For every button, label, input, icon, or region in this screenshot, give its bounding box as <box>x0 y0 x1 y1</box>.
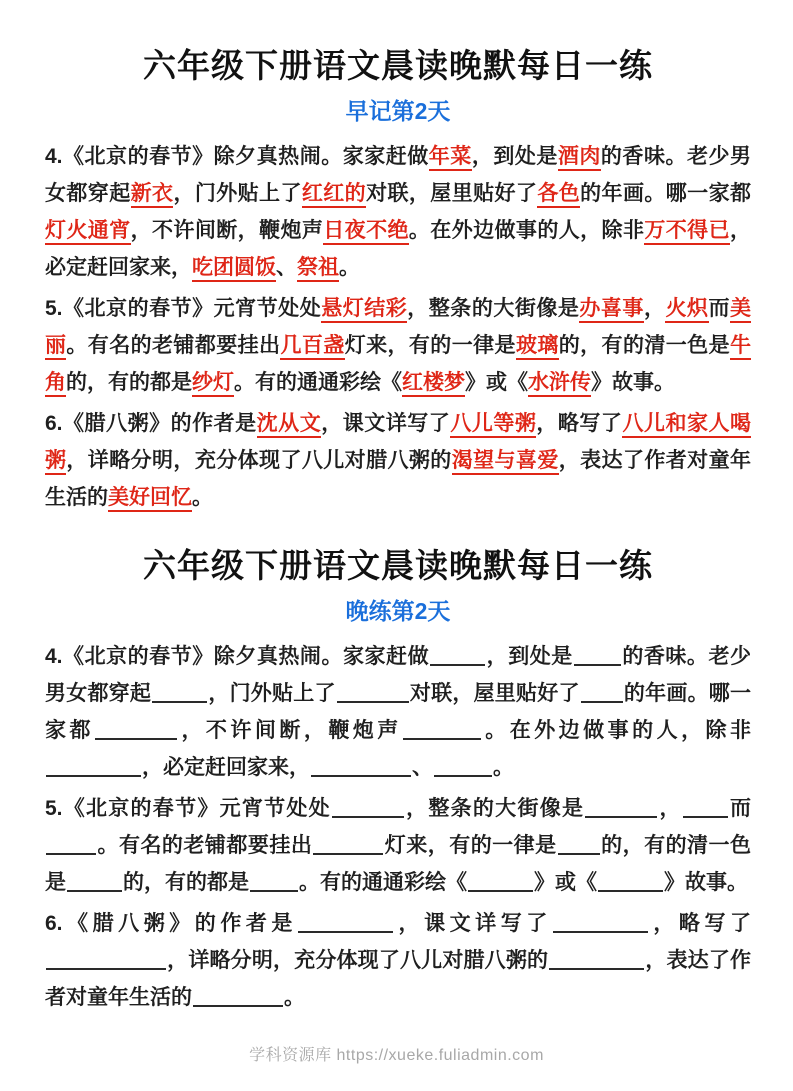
morning-section <box>45 40 751 516</box>
paragraph <box>45 405 751 516</box>
answer-text: 几百盏 <box>280 334 344 360</box>
answer-text: 水浒传 <box>528 371 591 397</box>
blank-line <box>581 683 623 703</box>
section-subtitle-morning: 早记第2天 <box>345 98 451 124</box>
text-run: ，不许间断，鞭炮声 <box>177 719 402 742</box>
text-run: 的年画。哪一家都 <box>45 682 752 742</box>
answer-text: 玻璃 <box>516 334 559 360</box>
answer-text: 八儿和家人喝粥 <box>45 412 751 475</box>
text-run: ，略写了 <box>648 912 751 935</box>
page-title-evening: 六年级下册语文晨读晚默每日一练 <box>143 547 653 584</box>
answer-text: 新衣 <box>131 182 174 208</box>
blank-line <box>574 646 621 666</box>
footer-watermark: 学科资源库 https://xueke.fuliadmin.com <box>249 1047 544 1064</box>
paragraph <box>45 290 751 401</box>
answer-text: 祭祖 <box>297 256 339 282</box>
answer-text: 美好回忆 <box>108 486 192 512</box>
answer-text: 酒肉 <box>558 145 601 171</box>
blank-line <box>67 872 122 892</box>
answer-text: 牛角 <box>45 334 751 397</box>
text-run: 的，有的都是 <box>66 371 192 394</box>
text-run: ， <box>643 297 666 320</box>
text-run: 》或《 <box>534 871 597 894</box>
text-run: 。在外边做事的人，除非 <box>481 719 752 742</box>
answer-text: 红红的 <box>302 182 366 208</box>
text-run: ，课文详写了 <box>393 912 552 935</box>
text-run: 的香味。老少男女都穿起 <box>45 145 752 205</box>
blank-line <box>46 757 141 777</box>
blank-line <box>403 720 481 740</box>
text-run: ，到处是 <box>486 645 573 668</box>
answer-text: 日夜不绝 <box>323 219 409 245</box>
text-run: ，必定赶回家来， <box>45 219 751 279</box>
blank-line <box>313 835 383 855</box>
text-run: ， <box>658 797 682 820</box>
text-run: 的香味。老少男女都穿起 <box>45 645 752 705</box>
text-run: ，详略分明，充分体现了八儿对腊八粥的 <box>167 949 549 972</box>
answer-text: 万不得已 <box>644 219 730 245</box>
text-run: 的，有的都是 <box>123 871 249 894</box>
answer-text: 各色 <box>537 182 580 208</box>
paragraph <box>45 638 751 786</box>
text-run: 的年画。哪一家都 <box>580 182 751 205</box>
text-run: 》故事。 <box>591 371 675 394</box>
text-run: 、 <box>276 256 297 279</box>
answer-text: 美丽 <box>45 297 751 360</box>
text-run: 》故事。 <box>664 871 748 894</box>
paragraph <box>45 790 751 901</box>
answer-text: 沈从文 <box>257 412 322 438</box>
blank-line <box>193 987 283 1007</box>
text-run: 。有的通通彩绘《 <box>299 871 467 894</box>
blank-line <box>250 872 298 892</box>
answer-text: 渴望与喜爱 <box>452 449 559 475</box>
text-run: 而 <box>708 297 731 320</box>
text-run: 。有的通通彩绘《 <box>234 371 402 394</box>
text-run: 4.《北京的春节》除夕真热闹。家家赶做 <box>45 645 430 668</box>
text-run: 。 <box>339 256 360 279</box>
text-run: 对联，屋里贴好了 <box>366 182 538 205</box>
section-subtitle-evening: 晚练第2天 <box>345 598 451 624</box>
text-run: ，表达了作者对童年生活的 <box>45 449 751 509</box>
text-run: 。有名的老铺都要挂出 <box>66 334 281 357</box>
evening-section <box>45 540 751 1016</box>
blank-line <box>430 646 485 666</box>
text-run: 。有名的老铺都要挂出 <box>97 834 313 857</box>
blank-line <box>337 683 409 703</box>
text-run: 5.《北京的春节》元宵节处处 <box>45 797 331 820</box>
text-run: 。在外边做事的人，除非 <box>408 219 645 242</box>
blank-line <box>549 950 644 970</box>
blank-line <box>598 872 663 892</box>
text-run: 5.《北京的春节》元宵节处处 <box>45 297 322 320</box>
paragraph <box>45 905 751 1016</box>
text-run: 的，有的清一色是 <box>45 834 752 894</box>
text-run: 4.《北京的春节》除夕真热闹。家家赶做 <box>45 145 429 168</box>
blank-line <box>558 835 600 855</box>
text-run: 》或《 <box>465 371 528 394</box>
text-run: ，门外贴上了 <box>173 182 302 205</box>
blank-line <box>585 798 657 818</box>
text-run: ，必定赶回家来， <box>142 756 310 779</box>
text-run: ，整条的大街像是 <box>404 797 585 820</box>
text-run: 而 <box>728 797 752 820</box>
blank-line <box>46 835 96 855</box>
text-run: 。 <box>192 486 213 509</box>
blank-line <box>332 798 404 818</box>
text-run: 、 <box>412 756 433 779</box>
blank-line <box>553 913 648 933</box>
blank-line <box>468 872 533 892</box>
blank-line <box>434 757 492 777</box>
morning-paragraphs <box>45 138 751 516</box>
blank-line <box>311 757 411 777</box>
text-run: 。 <box>493 756 514 779</box>
text-run: 灯来，有的一律是 <box>384 834 557 857</box>
text-run: ，略写了 <box>536 412 623 435</box>
text-run: ，到处是 <box>471 145 558 168</box>
answer-text: 红楼梦 <box>402 371 465 397</box>
paragraph <box>45 138 751 286</box>
text-run: ，表达了作者对童年生活的 <box>45 949 752 1009</box>
answer-text: 灯火通宵 <box>45 219 131 245</box>
text-run: ，详略分明，充分体现了八儿对腊八粥的 <box>66 449 452 472</box>
blank-line <box>95 720 177 740</box>
text-run: ，门外贴上了 <box>208 682 336 705</box>
answer-text: 纱灯 <box>192 371 234 397</box>
answer-text: 办喜事 <box>579 297 644 323</box>
answer-text: 悬灯结彩 <box>321 297 407 323</box>
answer-text: 八儿等粥 <box>450 412 536 438</box>
blank-line <box>683 798 728 818</box>
blank-line <box>152 683 207 703</box>
answer-text: 火炽 <box>665 297 708 323</box>
blank-line <box>298 913 393 933</box>
text-run: 对联，屋里贴好了 <box>409 682 580 705</box>
text-run: 的，有的清一色是 <box>558 334 730 357</box>
page-title-morning: 六年级下册语文晨读晚默每日一练 <box>143 47 653 84</box>
text-run: 灯来，有的一律是 <box>344 334 516 357</box>
answer-text: 年菜 <box>429 145 472 171</box>
blank-line <box>46 950 166 970</box>
text-run: 6.《腊八粥》的作者是 <box>45 412 257 435</box>
text-run: 6.《腊八粥》的作者是 <box>45 912 297 935</box>
evening-paragraphs <box>45 638 751 1016</box>
text-run: ，整条的大街像是 <box>407 297 580 320</box>
text-run: 。 <box>284 986 305 1009</box>
text-run: ，课文详写了 <box>321 412 451 435</box>
answer-text: 吃团圆饭 <box>192 256 276 282</box>
text-run: ，不许间断，鞭炮声 <box>130 219 324 242</box>
